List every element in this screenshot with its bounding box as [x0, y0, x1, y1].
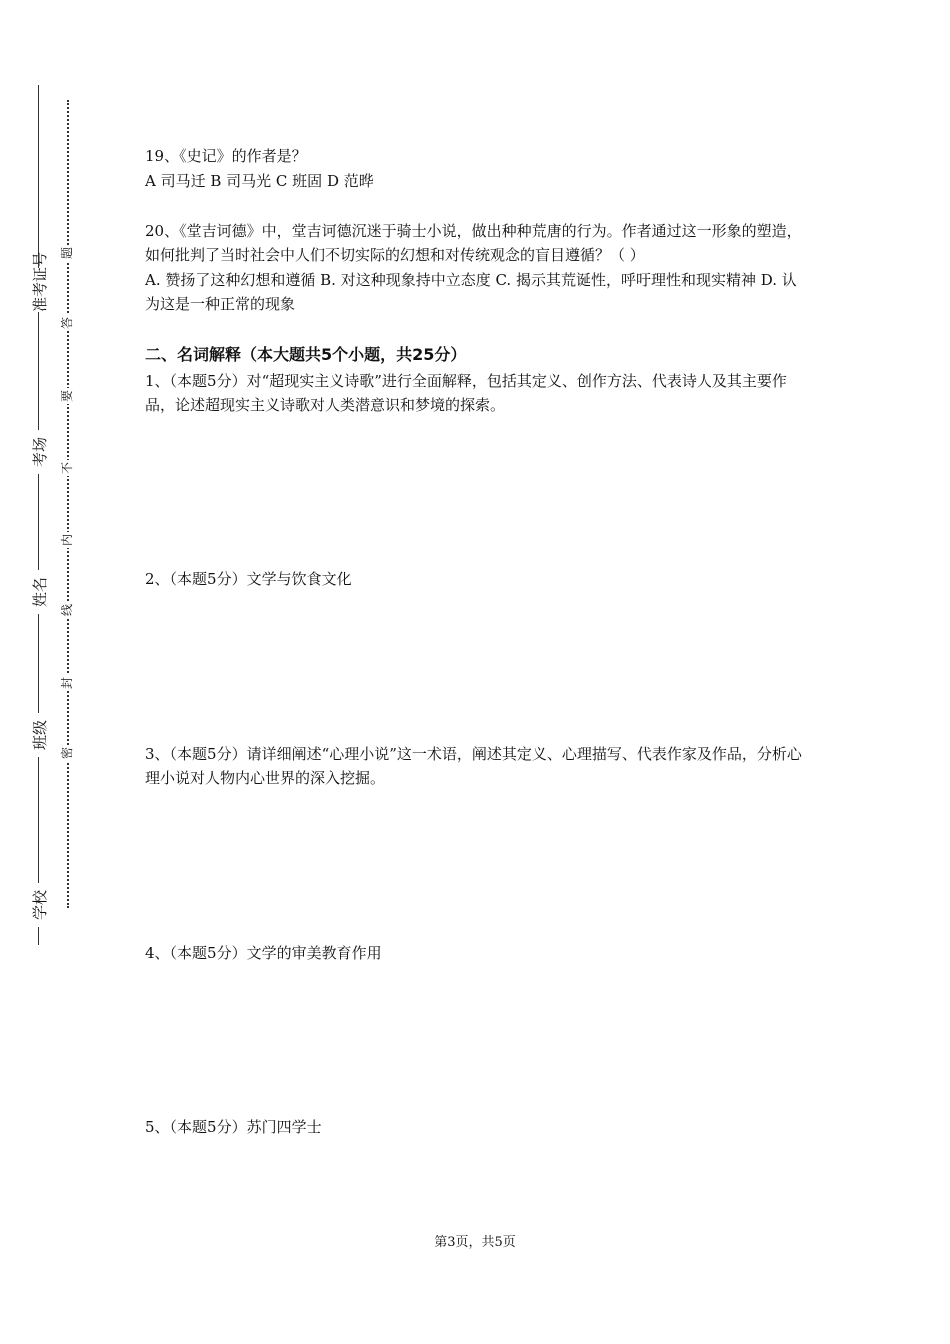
term-question-5: 5、（本题5分）苏门四学士 — [145, 1118, 322, 1136]
question-20-stem: 20、《堂吉诃德》中，堂吉诃德沉迷于骑士小说，做出种种荒唐的行为。作者通过这一形象的塑造，如何批判了当时社会中人们不切实际的幻想和对传统观念的盲目遵循？（ ） — [145, 222, 802, 264]
term-question-1: 1、（本题5分）对“超现实主义诗歌”进行全面解释，包括其定义、创作方法、代表诗人及其主要作品，论述超现实主义诗歌对人类潜意识和梦境的探索。 — [145, 372, 787, 414]
seal-char: 密 — [60, 747, 74, 760]
seal-char: 线 — [60, 604, 74, 617]
binding-margin — [0, 0, 100, 1344]
question-19-stem: 19、《史记》的作者是？ — [145, 147, 307, 165]
seal-char: 封 — [60, 677, 74, 690]
field-name-label: 姓名 — [28, 570, 52, 614]
seal-dotted-line — [67, 100, 69, 908]
seal-char: 答 — [60, 317, 74, 330]
page-footer: 第3页，共5页 — [434, 1235, 516, 1250]
question-20-options: A. 赞扬了这种幻想和遵循 B. 对这种现象持中立态度 C. 揭示其荒诞性，呼吁理性和现实精神 D. 认为这是一种正常的现象 — [145, 271, 797, 313]
field-exam-room-label: 考场 — [28, 430, 52, 474]
field-exam-number-label: 准考证号 — [28, 268, 52, 312]
term-question-3: 3、（本题5分）请详细阐述“心理小说”这一术语，阐述其定义、心理描写、代表作家及作品，分析心理小说对人物内心世界的深入挖掘。 — [145, 745, 802, 787]
seal-char: 不 — [60, 462, 74, 475]
seal-char: 题 — [60, 247, 74, 260]
term-question-2: 2、（本题5分）文学与饮食文化 — [145, 570, 352, 588]
term-question-4: 4、（本题5分）文学的审美教育作用 — [145, 944, 382, 962]
seal-char: 内 — [60, 534, 74, 547]
binding-solid-line — [38, 85, 39, 945]
seal-char: 要 — [60, 390, 74, 403]
field-class-label: 班级 — [28, 713, 52, 757]
section-2-title: 二、名词解释（本大题共5个小题，共25分） — [145, 345, 467, 364]
question-19-options: A 司马迁 B 司马光 C 班固 D 范晔 — [145, 172, 374, 190]
field-school-label: 学校 — [28, 883, 52, 927]
